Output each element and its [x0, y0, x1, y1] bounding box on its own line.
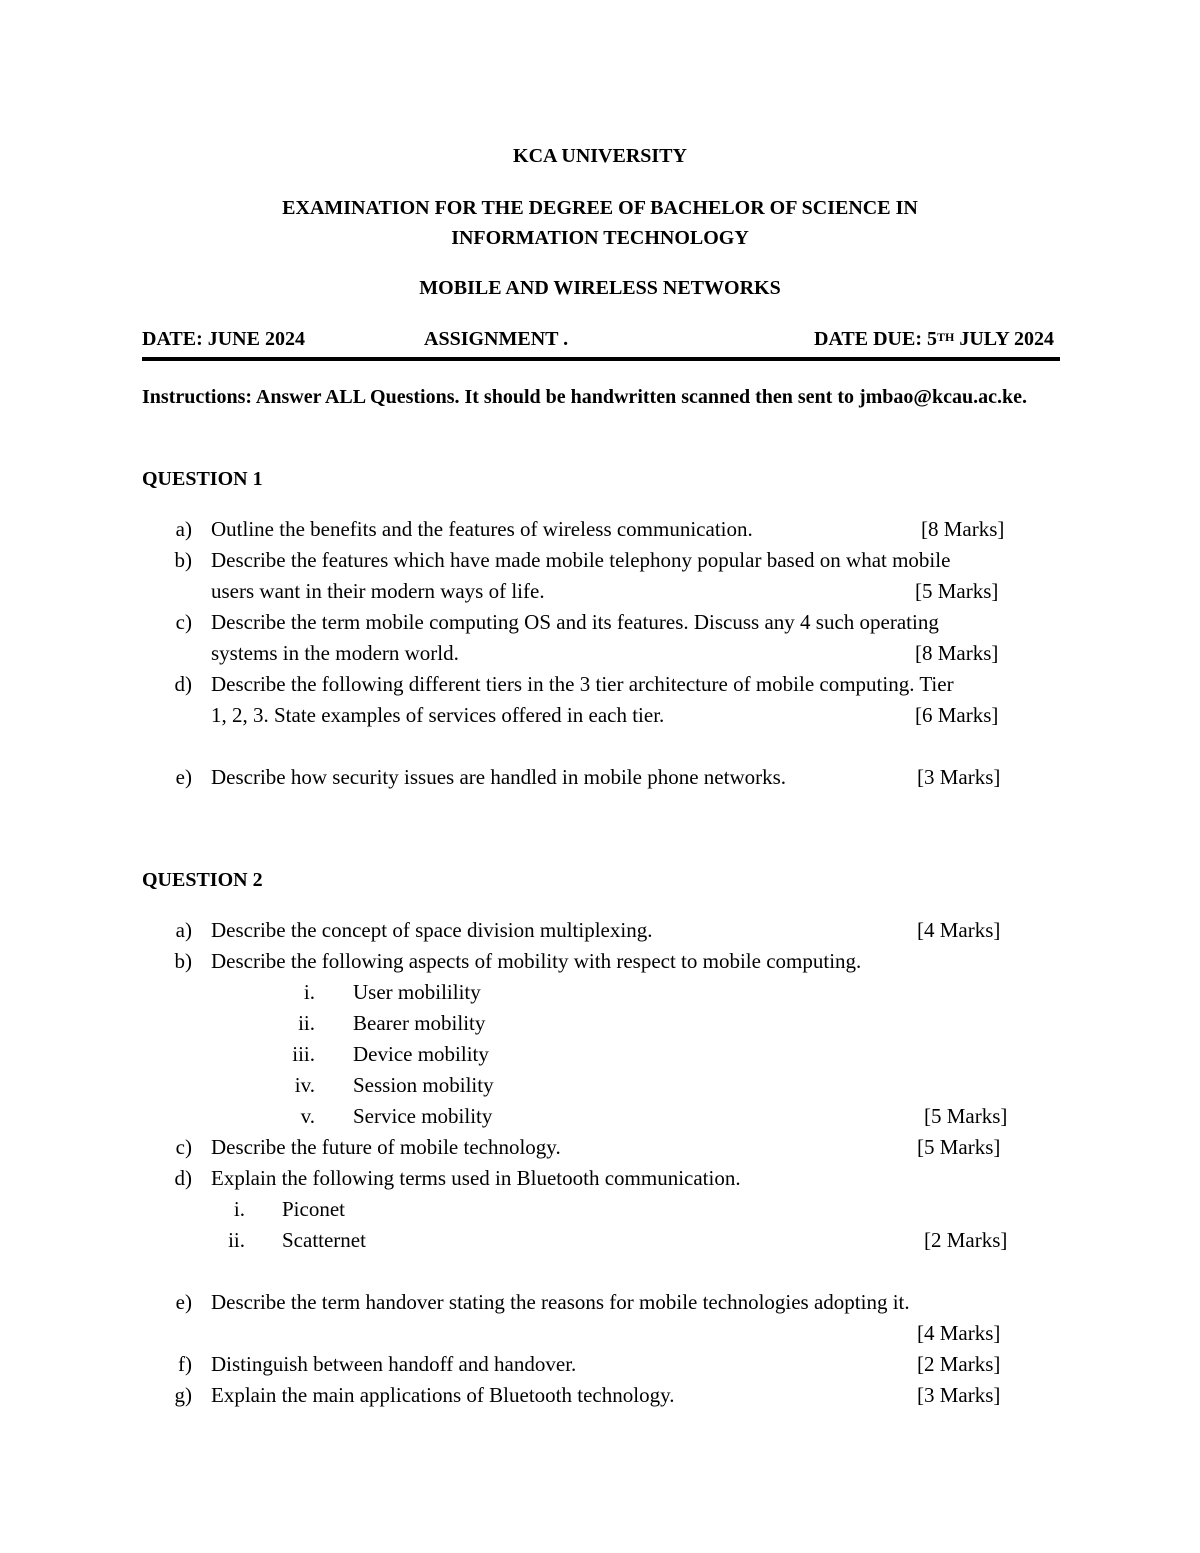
q1-item-a-marks: [8 Marks]	[921, 517, 1005, 541]
q2-item-c	[0, 1132, 1200, 1163]
q2-d-sub-item	[0, 1194, 1200, 1225]
q2-item-d	[0, 1163, 1200, 1194]
q2-b-sub-label: iv.	[294, 1073, 315, 1097]
q1-item-c-label: c)	[175, 610, 192, 634]
question-1-title: QUESTION 1	[142, 468, 263, 490]
q2-item-e-marks: [4 Marks]	[917, 1321, 1001, 1345]
q2-item-e-label: e)	[175, 1290, 192, 1314]
q2-item-e	[0, 1287, 1200, 1318]
q2-b-sub-label: ii.	[298, 1011, 315, 1035]
q2-d-sub-label: i.	[233, 1197, 245, 1221]
q2-b-sub-item	[0, 1101, 1200, 1132]
exam-info-row	[142, 324, 1060, 354]
q2-item-e-text: Describe the term handover stating the reasons for mobile technologies adopting it.	[211, 1290, 910, 1314]
university-name: KCA UNIVERSITY	[513, 145, 687, 167]
degree-title-line-1: EXAMINATION FOR THE DEGREE OF BACHELOR OF SCIENCE IN	[282, 197, 918, 219]
q1-item-d-cont	[0, 700, 1200, 731]
q1-item-c-marks: [8 Marks]	[915, 641, 999, 665]
q2-item-g-marks: [3 Marks]	[917, 1383, 1001, 1407]
degree-title-line-2: INFORMATION TECHNOLOGY	[451, 227, 749, 249]
q1-item-b-text-line-1: Describe the features which have made mobile telephony popular based on what mobile	[211, 548, 951, 572]
q1-item-e-text: Describe how security issues are handled in mobile phone networks.	[211, 765, 787, 789]
instructions-text: Instructions: Answer ALL Questions. It should be handwritten scanned then sent to jmbao@kcau.ac.ke.	[142, 386, 1028, 408]
q2-item-f-text: Distinguish between handoff and handover.	[211, 1352, 577, 1376]
q1-item-a-text: Outline the benefits and the features of wireless communication.	[211, 517, 753, 541]
q2-item-b	[0, 946, 1200, 977]
q1-item-e	[0, 762, 1200, 793]
q1-item-b-marks: [5 Marks]	[915, 579, 999, 603]
q1-item-c-text-line-2: systems in the modern world.	[211, 641, 459, 665]
q2-d-sub-label: ii.	[228, 1228, 245, 1252]
q2-b-sub-text: Session mobility	[353, 1073, 494, 1097]
q1-item-a	[0, 514, 1200, 545]
q2-item-b-text: Describe the following aspects of mobility with respect to mobile computing.	[211, 949, 862, 973]
q1-item-b	[0, 545, 1200, 576]
q1-item-e-marks: [3 Marks]	[917, 765, 1001, 789]
q2-b-sub-text: User mobilility	[353, 980, 481, 1004]
q1-item-a-label: a)	[175, 517, 192, 541]
q2-item-d-text: Explain the following terms used in Bluetooth communication.	[211, 1166, 741, 1190]
q2-b-sub-label: i.	[303, 980, 315, 1004]
q2-item-a-text: Describe the concept of space division multiplexing.	[211, 918, 653, 942]
q2-b-sub-item	[0, 1008, 1200, 1039]
q2-item-f	[0, 1349, 1200, 1380]
q2-item-g-text: Explain the main applications of Bluetooth technology.	[211, 1383, 675, 1407]
course-title: MOBILE AND WIRELESS NETWORKS	[419, 277, 781, 299]
assignment-label: ASSIGNMENT .	[424, 328, 569, 350]
q2-b-sub-text: Bearer mobility	[353, 1011, 486, 1035]
q1-item-e-label: e)	[175, 765, 192, 789]
q1-item-d-marks: [6 Marks]	[915, 703, 999, 727]
question-2-title: QUESTION 2	[142, 869, 263, 891]
q1-item-d-text-line-2: 1, 2, 3. State examples of services offered in each tier.	[211, 703, 665, 727]
q2-item-c-label: c)	[175, 1135, 192, 1159]
q2-item-g	[0, 1380, 1200, 1411]
q2-b-sub-text: Device mobility	[353, 1042, 489, 1066]
q2-item-b-marks: [5 Marks]	[924, 1104, 1008, 1128]
due-date-suffix: JULY 2024	[954, 328, 1054, 350]
q2-b-sub-label: v.	[300, 1104, 315, 1128]
q1-item-d-label: d)	[174, 672, 192, 696]
q2-d-sub-text: Scatternet	[282, 1228, 366, 1252]
q2-item-a-label: a)	[175, 918, 192, 942]
q1-item-b-cont	[0, 576, 1200, 607]
q2-item-f-label: f)	[178, 1352, 192, 1376]
q1-item-d	[0, 669, 1200, 700]
q2-b-sub-item	[0, 1070, 1200, 1101]
header-divider	[142, 357, 1060, 361]
q2-item-d-label: d)	[174, 1166, 192, 1190]
q2-item-c-marks: [5 Marks]	[917, 1135, 1001, 1159]
due-date-superscript: TH	[937, 330, 955, 344]
q1-item-c-cont	[0, 638, 1200, 669]
q1-item-c	[0, 607, 1200, 638]
q2-b-sub-item	[0, 1039, 1200, 1070]
q2-item-g-label: g)	[174, 1383, 192, 1407]
q2-item-d-marks: [2 Marks]	[924, 1228, 1008, 1252]
q2-b-sub-item	[0, 977, 1200, 1008]
q2-item-a-marks: [4 Marks]	[917, 918, 1001, 942]
exam-date: DATE: JUNE 2024	[142, 328, 305, 350]
due-date	[814, 324, 1054, 354]
q1-item-b-label: b)	[174, 548, 192, 572]
q2-d-sub-text: Piconet	[282, 1197, 345, 1221]
q2-item-e-marks-line	[0, 1318, 1200, 1349]
q2-b-sub-label: iii.	[292, 1042, 315, 1066]
q2-item-b-label: b)	[174, 949, 192, 973]
q2-d-sub-item	[0, 1225, 1200, 1256]
q2-item-a	[0, 915, 1200, 946]
q2-b-sub-text: Service mobility	[353, 1104, 493, 1128]
q2-item-f-marks: [2 Marks]	[917, 1352, 1001, 1376]
due-date-prefix: DATE DUE: 5	[814, 328, 937, 350]
q1-item-d-text-line-1: Describe the following different tiers in the 3 tier architecture of mobile computing. Tier	[211, 672, 954, 696]
q1-item-b-text-line-2: users want in their modern ways of life.	[211, 579, 545, 603]
q1-item-c-text-line-1: Describe the term mobile computing OS and its features. Discuss any 4 such operating	[211, 610, 939, 634]
q2-item-c-text: Describe the future of mobile technology.	[211, 1135, 561, 1159]
